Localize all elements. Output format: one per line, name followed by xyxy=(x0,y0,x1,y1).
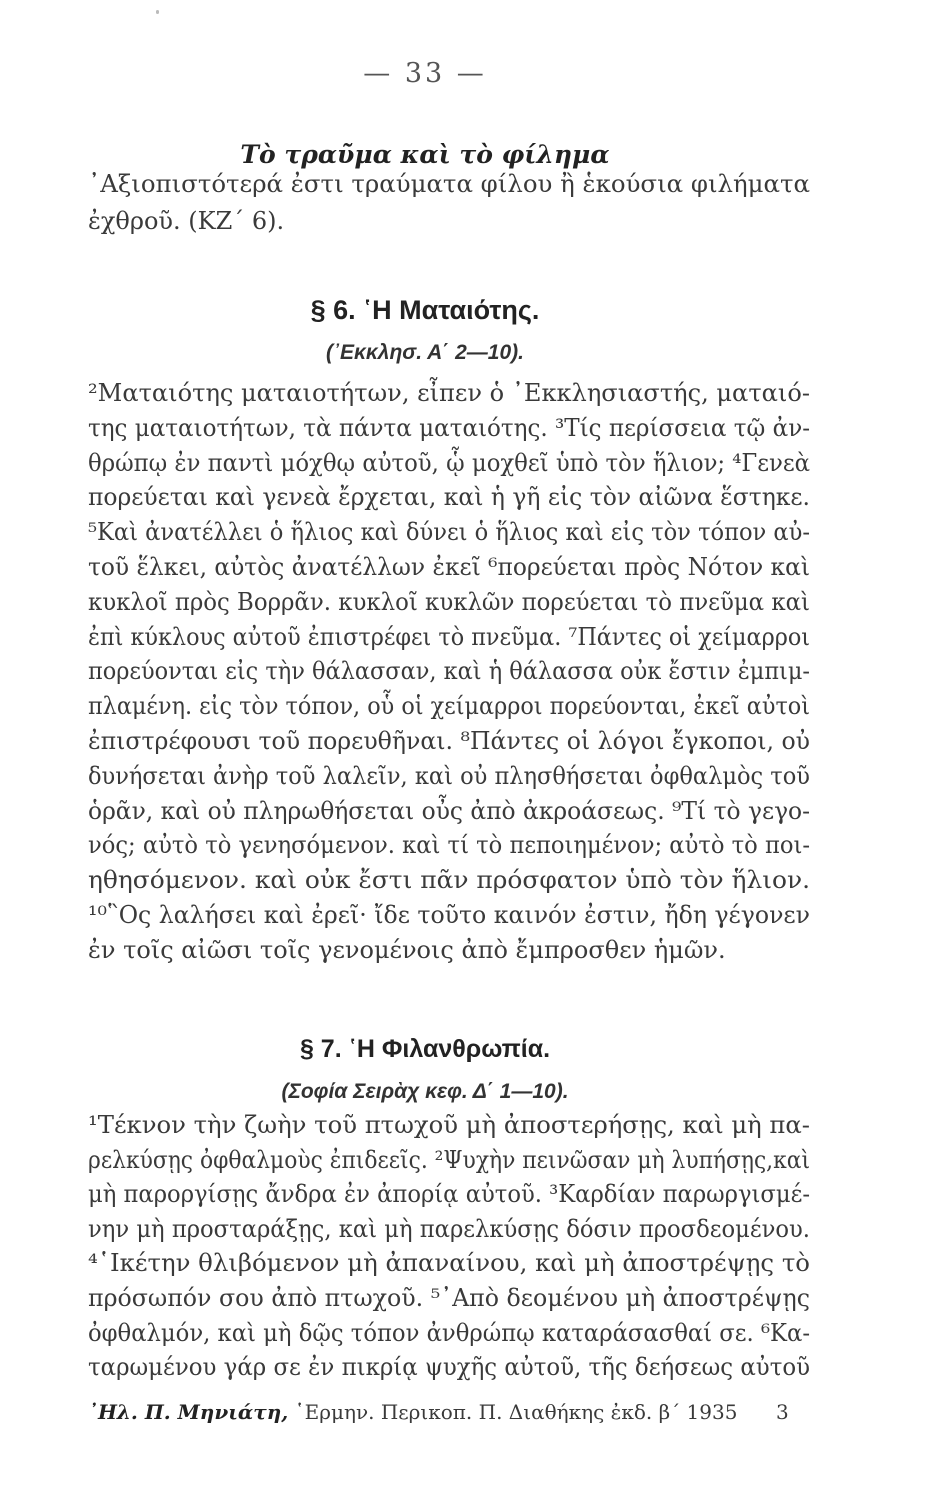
footer-text: ῾Ερμην. Περικοπ. Π. Διαθήκης ἐκδ. β΄ 1935 xyxy=(294,1400,738,1424)
text-line: τοῦ ἕλκει, αὐτὸς ἀνατέλλων ἐκεῖ ⁶πορεύεται πρὸς Νότον καὶ xyxy=(88,553,810,581)
text-line: ρελκύσῃς ὀφθαλμοὺς ἐπιδεεῖς. ²Ψυχὴν πεινῶσαν μὴ λυπήσῃς,καὶ xyxy=(88,1145,810,1174)
text-line: ὀφθαλμόν, καὶ μὴ δῷς τόπον ἀνθρώπῳ καταράσασθαί σε. ⁶Κα- xyxy=(88,1318,810,1347)
text-line: ²Ματαιότης ματαιοτήτων, εἶπεν ὁ ᾿Εκκλησιαστής, ματαιό- xyxy=(88,379,811,407)
text-line: νην μὴ προσταράξῃς, καὶ μὴ παρελκύσῃς δόσιν προσδεομένου. xyxy=(88,1214,810,1243)
text-line: ᾿Αξιοπιστότερά ἐστι τραύματα φίλου ἢ ἑκούσια φιλήματα xyxy=(88,170,810,198)
section-7-source: (Σοφία Σειρὰχ κεφ. Δ΄ 1—10). xyxy=(281,1080,569,1103)
footer xyxy=(88,1400,789,1424)
text-line: ἐπιστρέφουσι τοῦ πορευθῆναι. ⁸Πάντες οἱ λόγοι ἔγκοποι, οὐ xyxy=(88,727,810,755)
speck xyxy=(156,10,159,14)
text-line: νός; αὐτὸ τὸ γενησόμενον. καὶ τί τὸ πεποιημένον; αὐτὸ τὸ ποι- xyxy=(88,831,810,860)
section-6-source: (᾿Εκκλησ. Α΄ 2—10). xyxy=(326,341,524,364)
section-6-heading: § 6. ῾Η Ματαιότης. xyxy=(310,295,540,325)
text-line: ὁρᾶν, καὶ οὐ πληρωθήσεται οὖς ἀπὸ ἀκροάσεως. ⁹Τί τὸ γεγο- xyxy=(88,796,810,825)
text-line: θρώπῳ ἐν παντὶ μόχθῳ αὐτοῦ, ᾧ μοχθεῖ ὑπὸ τὸν ἥλιον; ⁴Γενεὰ xyxy=(88,448,810,477)
text-line: μὴ παροργίσῃς ἄνδρα ἐν ἀπορίᾳ αὐτοῦ. ³Καρδίαν παρωργισμέ- xyxy=(88,1180,810,1209)
section-title: Τὸ τραῦμα καὶ τὸ φίλημα xyxy=(240,140,610,169)
text-line: ⁵Καὶ ἀνατέλλει ὁ ἥλιος καὶ δύνει ὁ ἥλιος καὶ εἰς τὸν τόπον αὐ- xyxy=(88,518,810,547)
text-line: πλαμένη. εἰς τὸν τόπον, οὗ οἱ χείμαρροι πορεύονται, ἐκεῖ αὐτοὶ xyxy=(88,692,810,721)
text-line: ¹⁰῝Ος λαλήσει καὶ ἐρεῖ· ἴδε τοῦτο καινόν ἐστιν, ἤδη γέγονεν xyxy=(88,901,810,929)
text-line: της ματαιοτήτων, τὰ πάντα ματαιότης. ³Τίς περίσσεια τῷ ἀν- xyxy=(88,413,810,442)
text-line: ἐχθροῦ. (ΚΖ΄ 6). xyxy=(88,207,285,235)
footer-author: ᾿Ηλ. Π. Μηνιάτη, xyxy=(88,1400,289,1424)
text-line: πορεύονται εἰς τὴν θάλασσαν, καὶ ἡ θάλασσα οὐκ ἔστιν ἐμπιμ- xyxy=(88,657,810,686)
text-line: πορεύεται καὶ γενεὰ ἔρχεται, καὶ ἡ γῆ εἰς τὸν αἰῶνα ἕστηκε. xyxy=(88,483,810,512)
text-line: ¹Τέκνον τὴν ζωὴν τοῦ πτωχοῦ μὴ ἀποστερήσῃς, καὶ μὴ πα- xyxy=(88,1111,810,1139)
page-number: — 33 — xyxy=(363,58,487,89)
signature-mark: 3 xyxy=(776,1400,789,1424)
text-line: δυνήσεται ἀνὴρ τοῦ λαλεῖν, καὶ οὐ πλησθήσεται ὀφθαλμὸς τοῦ xyxy=(88,761,810,790)
section-7-heading: § 7. ῾Η Φιλανθρωπία. xyxy=(299,1035,551,1063)
text-line: ταρωμένου γάρ σε ἐν πικρίᾳ ψυχῆς αὐτοῦ, τῆς δεήσεως αὐτοῦ xyxy=(88,1353,810,1382)
text-line: πρόσωπόν σου ἀπὸ πτωχοῦ. ⁵᾿Απὸ δεομένου μὴ ἀποστρέψῃς xyxy=(88,1284,810,1312)
text-line: ἐπὶ κύκλους αὐτοῦ ἐπιστρέφει τὸ πνεῦμα. ⁷Πάντες οἱ χείμαρροι xyxy=(88,622,810,651)
text-line: κυκλοῖ πρὸς Βορρᾶν. κυκλοῖ κυκλῶν πορεύεται τὸ πνεῦμα καὶ xyxy=(88,587,810,616)
text-line: ἐν τοῖς αἰῶσι τοῖς γενομένοις ἀπὸ ἔμπροσθεν ἡμῶν. xyxy=(88,935,726,964)
text-line: ⁴῾Ικέτην θλιβόμενον μὴ ἀπαναίνου, καὶ μὴ ἀποστρέψῃς τὸ xyxy=(88,1249,810,1278)
text-line: ηθησόμενον. καὶ οὐκ ἔστι πᾶν πρόσφατον ὑπὸ τὸν ἥλιον. xyxy=(88,866,811,895)
